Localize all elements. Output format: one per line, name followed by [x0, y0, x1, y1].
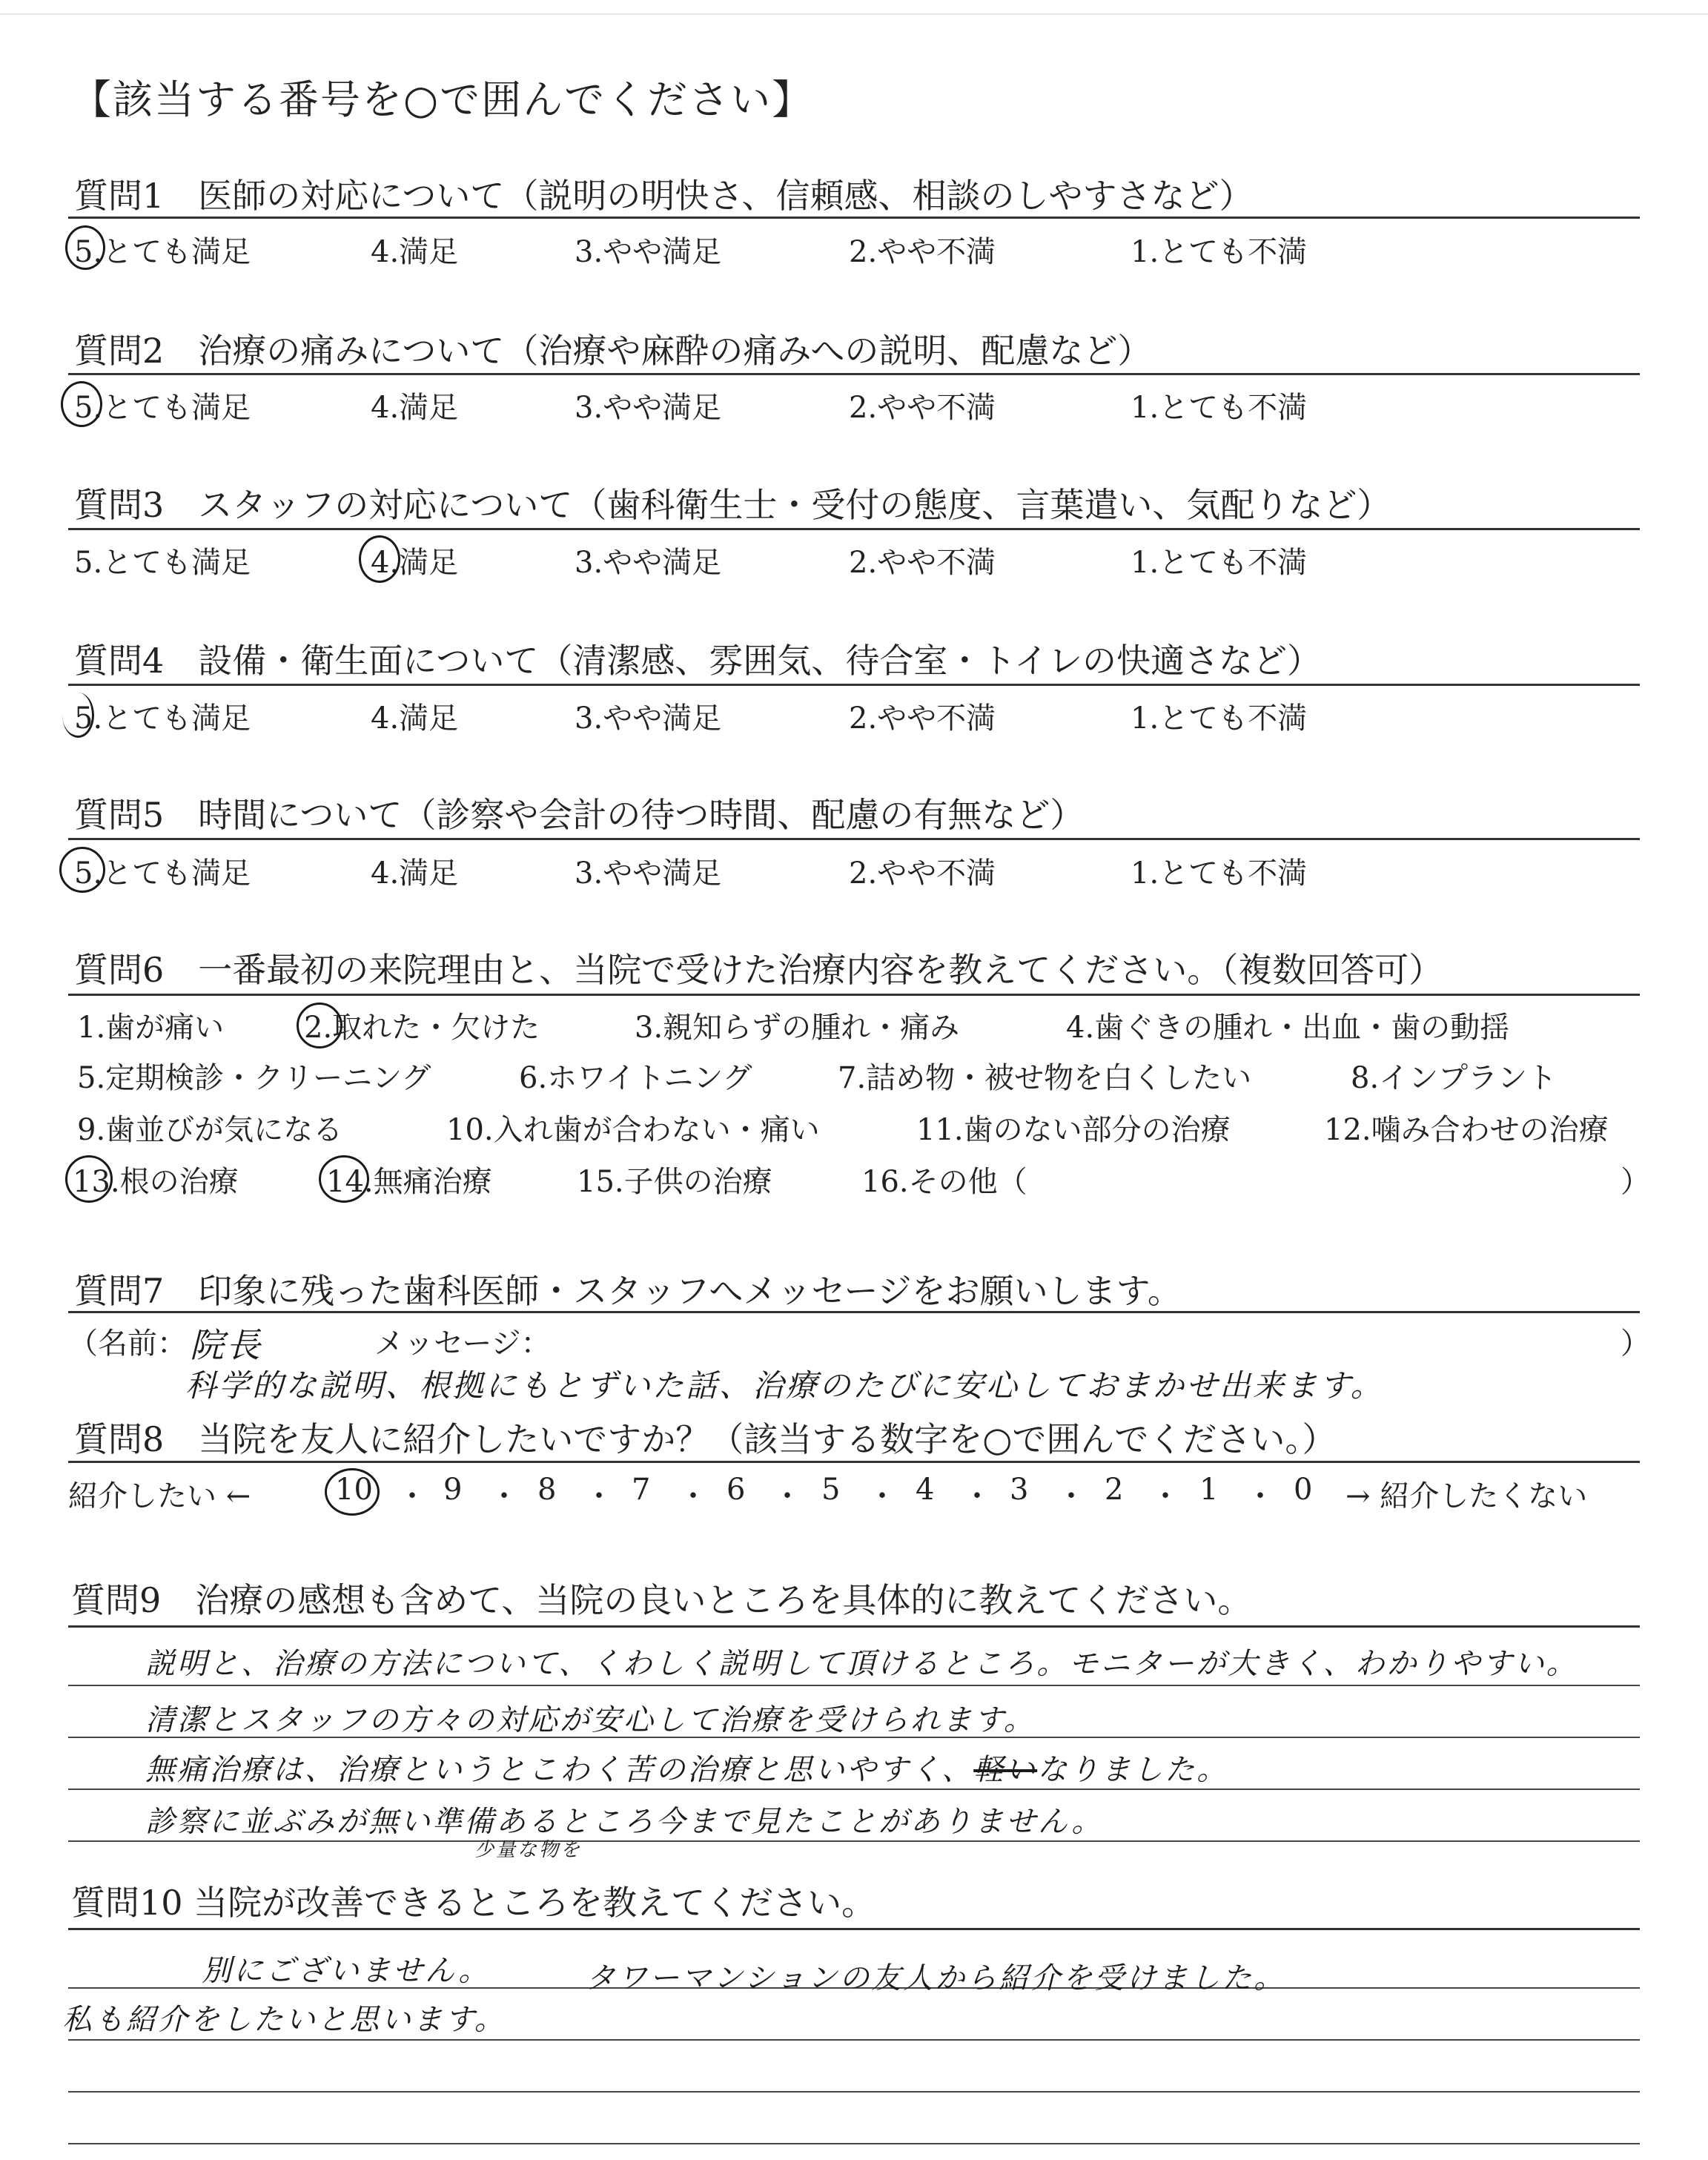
- q1-option-2[interactable]: 2.やや不満: [849, 235, 996, 269]
- q6-option-16-close: ）: [1621, 1165, 1650, 1199]
- q6-option-14[interactable]: 14.無痛治療: [326, 1165, 492, 1199]
- q4-option-1[interactable]: 1.とても不満: [1131, 701, 1308, 736]
- q6-heading: 質問6 一番最初の来院理由と、当院で受けた治療内容を教えてください。（複数回答可）: [74, 950, 1443, 990]
- q8-dot: ・: [397, 1479, 427, 1513]
- q8-dot: ・: [678, 1479, 708, 1513]
- q5-option-3[interactable]: 3.やや満足: [575, 856, 722, 891]
- q6-option-5[interactable]: 5.定期検診・クリーニング: [77, 1061, 431, 1095]
- q2-option-5[interactable]: 5.とても満足: [74, 391, 251, 425]
- q6-option-4[interactable]: 4.歯ぐきの腫れ・出血・歯の動揺: [1066, 1011, 1510, 1045]
- q9-answer-line-3-text: 無痛治療は、治療というとこわく苦の治療と思いやすく、: [145, 1753, 974, 1787]
- q6-option-2[interactable]: 2.取れた・欠けた: [304, 1011, 540, 1045]
- q9-insert-note: 少量な物を: [474, 1839, 583, 1861]
- q9-answer-line-3[interactable]: [145, 1746, 1228, 1789]
- q8-dot: ・: [867, 1479, 897, 1513]
- q7-heading: 質問7 印象に残った歯科医師・スタッフへメッセージをお願いします。: [74, 1271, 1182, 1311]
- q3-selection-circle: [359, 535, 400, 583]
- q3-option-4[interactable]: 4.満足: [371, 546, 459, 580]
- q8-score-9[interactable]: 9: [443, 1473, 463, 1507]
- q2-option-4[interactable]: 4.満足: [371, 391, 459, 425]
- q7-name-value[interactable]: 院長: [190, 1325, 262, 1365]
- q10-writing-line: [68, 2039, 1640, 2041]
- q8-score-0[interactable]: 0: [1294, 1473, 1313, 1507]
- q8-score-1[interactable]: 1: [1199, 1473, 1219, 1507]
- q1-option-5[interactable]: 5.とても満足: [74, 235, 251, 269]
- q3-option-2[interactable]: 2.やや不満: [849, 546, 996, 580]
- q4-heading: 質問4 設備・衛生面について（清潔感、雰囲気、待合室・トイレの快適さなど）: [74, 641, 1322, 681]
- q9-answer-line-4[interactable]: 診察に並ぶみが無い準備あるところ今まで見たことがありません。: [145, 1805, 1104, 1839]
- q1-rule: [68, 217, 1640, 219]
- q10-answer-line-2[interactable]: タワーマンションの友人から紹介を受けました。: [586, 1961, 1286, 1995]
- q5-rule: [68, 838, 1640, 840]
- q3-option-1[interactable]: 1.とても不満: [1131, 546, 1308, 580]
- q2-rule: [68, 373, 1640, 375]
- q6-option-16[interactable]: 16.その他（: [861, 1165, 1027, 1199]
- q6-option-15[interactable]: 15.子供の治療: [577, 1165, 772, 1199]
- q1-option-4[interactable]: 4.満足: [371, 235, 459, 269]
- q3-heading: 質問3 スタッフの対応について（歯科衛生士・受付の態度、言葉遣い、気配りなど）: [74, 485, 1391, 525]
- q1-option-3[interactable]: 3.やや満足: [575, 235, 722, 269]
- q6-selection-circle-2: [297, 1003, 342, 1048]
- q8-score-7[interactable]: 7: [632, 1473, 651, 1507]
- q6-option-6[interactable]: 6.ホワイトニング: [519, 1061, 752, 1095]
- q4-option-2[interactable]: 2.やや不満: [849, 701, 996, 736]
- q8-score-3[interactable]: 3: [1010, 1473, 1029, 1507]
- q6-option-3[interactable]: 3.親知らずの腫れ・痛み: [635, 1011, 960, 1045]
- q6-option-8[interactable]: 8.インプラント: [1351, 1061, 1558, 1095]
- q3-option-3[interactable]: 3.やや満足: [575, 546, 722, 580]
- q8-score-8[interactable]: 8: [537, 1473, 557, 1507]
- q2-heading: 質問2 治療の痛みについて（治療や麻酔の痛みへの説明、配慮など）: [74, 331, 1152, 371]
- q6-option-11[interactable]: 11.歯のない部分の治療: [916, 1113, 1231, 1147]
- q5-option-4[interactable]: 4.満足: [371, 856, 459, 891]
- q8-dot: ・: [1056, 1479, 1086, 1513]
- q8-dot: ・: [584, 1479, 614, 1513]
- q9-answer-line-1[interactable]: 説明と、治療の方法について、くわしく説明して頂けるところ。モニターが大きく、わかりやすい。: [145, 1647, 1578, 1681]
- top-edge-line: [0, 13, 1708, 15]
- q6-selection-circle-13: [65, 1155, 113, 1203]
- q5-option-2[interactable]: 2.やや不満: [849, 856, 996, 891]
- q8-selection-circle: [325, 1468, 380, 1516]
- q9-writing-line: [68, 1840, 1640, 1842]
- q1-option-1[interactable]: 1.とても不満: [1131, 235, 1308, 269]
- q2-option-2[interactable]: 2.やや不満: [849, 391, 996, 425]
- q4-rule: [68, 684, 1640, 686]
- q6-option-7[interactable]: 7.詰め物・被せ物を白くしたい: [838, 1061, 1252, 1095]
- q9-writing-line: [68, 1789, 1640, 1790]
- q9-answer-line-2[interactable]: 清潔とスタッフの方々の対応が安心して治療を受けられます。: [145, 1703, 1036, 1737]
- q3-rule: [68, 528, 1640, 530]
- q7-rule: [68, 1311, 1640, 1313]
- q9-answer-line-3-tail: なりました。: [1037, 1753, 1229, 1787]
- q3-option-5[interactable]: 5.とても満足: [74, 546, 251, 580]
- q10-rule: [68, 1928, 1640, 1930]
- q8-score-2[interactable]: 2: [1105, 1473, 1124, 1507]
- q8-dot: ・: [772, 1479, 802, 1513]
- q8-right-label: → 紹介したくない: [1345, 1479, 1588, 1513]
- q2-selection-circle: [61, 381, 102, 427]
- q8-heading: 質問8 当院を友人に紹介したいですか？（該当する数字を○で囲んでください。）: [74, 1419, 1337, 1459]
- q10-heading: 質問10 当院が改善できるところを教えてください。: [71, 1883, 876, 1923]
- q5-selection-circle: [59, 847, 105, 893]
- q8-score-10[interactable]: 10: [335, 1473, 373, 1507]
- q8-score-6[interactable]: 6: [726, 1473, 746, 1507]
- q5-heading: 質問5 時間について（診察や会計の待つ時間、配慮の有無など）: [74, 795, 1085, 835]
- q6-selection-circle-14: [319, 1155, 369, 1203]
- q8-score-4[interactable]: 4: [916, 1473, 935, 1507]
- q9-writing-line: [68, 1685, 1640, 1686]
- q9-struck-word: 軽い: [973, 1753, 1038, 1787]
- q5-option-1[interactable]: 1.とても不満: [1131, 856, 1308, 891]
- q7-name-label: （名前：: [68, 1327, 187, 1361]
- q6-option-10[interactable]: 10.入れ歯が合わない・痛い: [446, 1113, 820, 1147]
- q5-option-5[interactable]: 5.とても満足: [74, 856, 251, 891]
- q4-option-4[interactable]: 4.満足: [371, 701, 459, 736]
- q1-selection-circle: [65, 225, 105, 270]
- q8-dot: ・: [489, 1479, 519, 1513]
- q4-option-5[interactable]: 5.とても満足: [74, 701, 251, 736]
- q4-option-3[interactable]: 3.やや満足: [575, 701, 722, 736]
- q2-option-1[interactable]: 1.とても不満: [1131, 391, 1308, 425]
- q8-dot: ・: [1245, 1479, 1275, 1513]
- q2-option-3[interactable]: 3.やや満足: [575, 391, 722, 425]
- q8-rule: [68, 1461, 1640, 1463]
- q6-option-9[interactable]: 9.歯並びが気になる: [77, 1113, 343, 1147]
- page-title: 【該当する番号を○で囲んでください】: [71, 76, 814, 123]
- q8-dot: ・: [962, 1479, 992, 1513]
- q8-score-5[interactable]: 5: [821, 1473, 841, 1507]
- q6-option-12[interactable]: 12.噛み合わせの治療: [1324, 1113, 1609, 1147]
- q1-heading: 質問1 医師の対応について（説明の明快さ、信頼感、相談のしやすさなど）: [74, 176, 1254, 216]
- q7-handwritten-message[interactable]: 科学的な説明、根拠にもとずいた話、治療のたびに安心しておまかせ出来ます。: [185, 1367, 1384, 1404]
- q10-answer-line-3[interactable]: 私も紹介をしたいと思います。: [62, 2003, 506, 2037]
- q10-writing-line: [68, 2091, 1640, 2093]
- q10-answer-line-1[interactable]: 別にございません。: [202, 1954, 491, 1988]
- q8-dot: ・: [1151, 1479, 1180, 1513]
- q6-rule: [68, 994, 1640, 996]
- q4-selection-circle: [62, 693, 94, 738]
- q7-message-label: メッセージ：: [374, 1327, 551, 1361]
- q10-writing-line: [68, 2143, 1640, 2144]
- q9-rule: [68, 1625, 1640, 1628]
- q6-option-1[interactable]: 1.歯が痛い: [77, 1011, 225, 1045]
- q8-left-label: 紹介したい ←: [68, 1479, 251, 1513]
- q7-close-paren: ）: [1621, 1327, 1650, 1361]
- q6-option-13[interactable]: 13.根の治療: [73, 1165, 239, 1199]
- q9-heading: 質問9 治療の感想も含めて、当院の良いところを具体的に教えてください。: [71, 1580, 1252, 1620]
